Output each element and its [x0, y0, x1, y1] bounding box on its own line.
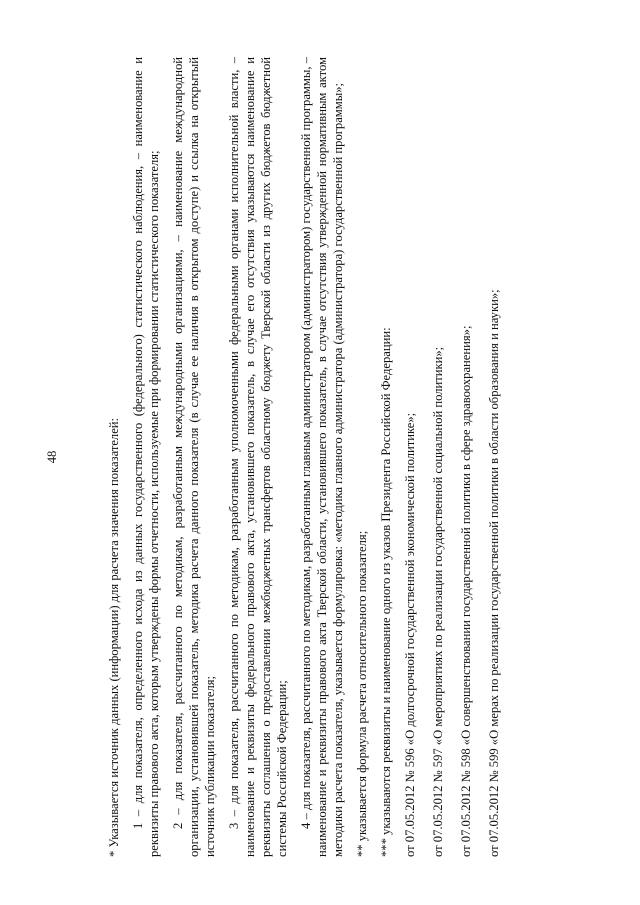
decree-item-597: от 07.05.2012 № 597 «О мероприятиях по реализации государственной социальной политики»; — [431, 346, 445, 857]
source-item-2: 2 – для показателя, рассчитанного по методикам, разработанным международными организациями, – наименование международной организации, установившей показатель, методика расчета данного показателя (в случае ее наличия в открытом доступе) и ссылка на открытый источник публикации показателя; — [171, 57, 217, 857]
footnote-formula: ** указывается формула расчета относительного показателя; — [355, 530, 369, 857]
page-number: 48 — [45, 450, 59, 464]
source-item-4: 4 – для показателя, рассчитанного по методикам, разработанным главным администратором (администратором) государственной программы, – наименование и реквизиты правового акта Тверской области, установившего показатель, в случае отсутствия утвержденной нормативным актом методики расчета показателя, указывается формулировка: «методика главного администратора (администратора) государственной программы»; — [299, 57, 345, 857]
decree-item-599: от 07.05.2012 № 599 «О мерах по реализации государственной политики в области образования и науки»; — [487, 289, 501, 857]
source-item-3: 3 – для показателя, рассчитанного по методикам, разработанным уполномоченными федеральными органами исполнительной власти, – наименование и реквизиты федерального правового акта, установившего показатель, в случае его отсутствия указываются наименование и реквизиты соглашения о предоставлении межбюджетных трансфертов областному бюджету Тверской области из других бюджетов бюджетной системы Российской Федерации; — [227, 57, 289, 857]
source-item-1: 1 – для показателя, определенного исхода из данных государственного (федерального) статистического наблюдения, – наименование и реквизиты правового акта, которым утверждены формы отчетности, используемые при формировании статистического показателя; — [131, 57, 161, 857]
decree-item-598: от 07.05.2012 № 598 «О совершенствовании государственной политики в сфере здравоохранения»; — [459, 325, 473, 857]
footnote-decrees: *** указываются реквизиты и наименование одного из указов Президента Российской Федерации: — [379, 327, 393, 857]
page-content — [44, 57, 514, 857]
decree-list — [402, 57, 502, 857]
decree-item-596: от 07.05.2012 № 596 «О долгосрочной государственной экономической политике»; — [403, 412, 417, 857]
footnote-intro: * Указывается источник данных (информации) для расчета значения показателей: — [107, 417, 121, 857]
